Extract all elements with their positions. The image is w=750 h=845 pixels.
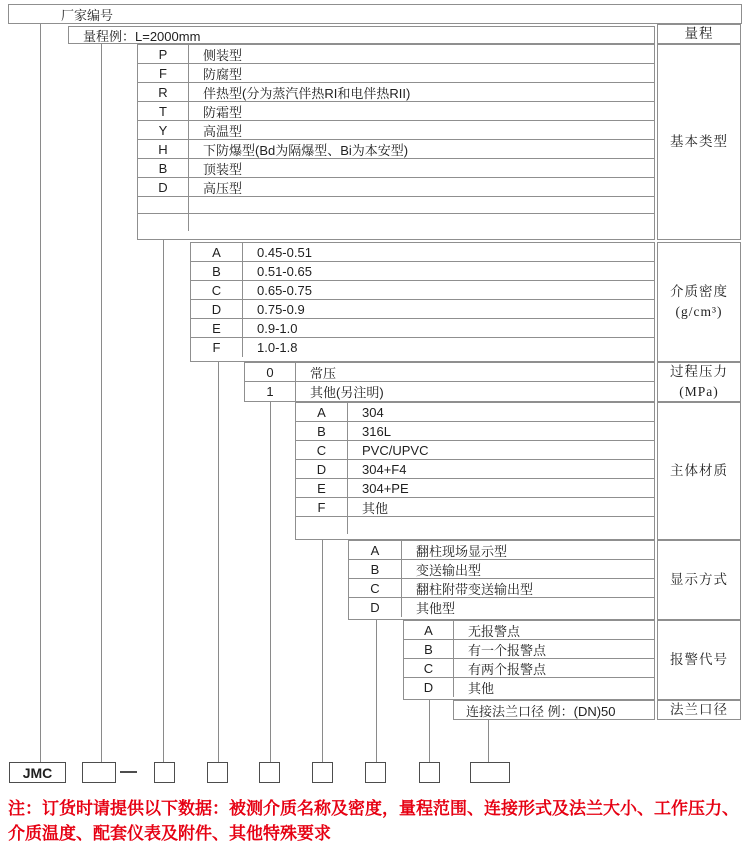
spec-code-cell: 0 [245,363,296,381]
spec-row [138,178,654,197]
spec-code-cell: R [138,83,189,101]
spec-row [191,281,654,300]
section-process-pressure [244,362,655,402]
spec-row [296,498,654,517]
section-alarm-code [403,620,655,700]
spec-row [296,460,654,479]
side-label-display-mode: 显示方式 [657,540,741,620]
side-label-body-material: 主体材质 [657,402,741,540]
spec-code-cell: C [296,441,348,459]
spec-row [138,140,654,159]
spec-code-cell: A [404,621,454,639]
spec-desc-cell: 0.65-0.75 [257,282,312,298]
spec-row [404,659,654,678]
spec-row [349,560,654,579]
spec-row [138,64,654,83]
side-label-range: 量程 [657,24,741,44]
spec-desc-cell: PVC/UPVC [362,442,429,458]
spec-code-cell: Y [138,121,189,139]
spec-code-cell: F [191,338,243,357]
spec-code-cell: B [349,560,402,578]
spec-desc-cell: 0.45-0.51 [257,244,312,260]
section-basic-type [137,44,655,240]
connector-line-alarm [429,700,430,762]
spec-code-cell: A [191,243,243,261]
spec-desc-cell [348,517,654,534]
side-label-process-pressure: 过程压力 (MPa) [657,362,741,402]
code-box-material [312,762,333,783]
spec-desc-cell: 伴热型(分为蒸汽伴热RI和电伴热RII) [203,85,411,101]
spec-desc-cell [189,214,654,231]
spec-code-cell: A [296,403,348,421]
spec-code-cell: D [296,460,348,478]
spec-row [296,441,654,460]
spec-code-cell: B [296,422,348,440]
spec-row [138,45,654,64]
spec-desc-cell: 其他型 [416,601,456,616]
connector-line-factory [40,24,41,762]
spec-code-cell: C [349,579,402,597]
spec-row [296,422,654,441]
spec-row-empty [138,214,654,231]
dash-separator [120,771,137,773]
flange-size-label: 连接法兰口径 例：(DN)50 [466,703,616,719]
side-label-alarm-code: 报警代号 [657,620,741,700]
spec-code-cell: E [296,479,348,497]
spec-code-cell: E [191,319,243,337]
spec-desc-cell: 变送输出型 [416,562,482,578]
spec-desc-cell: 有两个报警点 [468,661,547,677]
spec-row [404,621,654,640]
spec-row [296,403,654,422]
spec-code-cell: B [191,262,243,280]
spec-row [349,598,654,617]
spec-code-cell [296,517,348,534]
spec-code-cell: B [138,159,189,177]
connector-line-density [218,362,219,762]
code-box-basic-type [154,762,175,783]
spec-code-cell: P [138,45,189,63]
model-prefix-box: JMC [9,762,66,783]
code-box-flange [470,762,510,783]
connector-line-pressure [270,402,271,762]
spec-code-cell: T [138,102,189,120]
spec-row [191,319,654,338]
spec-desc-cell: 304 [362,404,384,420]
spec-code-cell: D [349,598,402,617]
range-example-row [68,26,655,44]
spec-desc-cell: 侧装型 [203,47,243,63]
spec-desc-cell: 1.0-1.8 [257,340,298,355]
spec-code-cell: H [138,140,189,158]
spec-code-cell: 1 [245,382,296,401]
spec-desc-cell: 其他 [362,500,389,516]
side-label-flange-size: 法兰口径 [657,700,741,720]
spec-row [191,243,654,262]
spec-code-cell: F [296,498,348,516]
connector-line-basic-type [163,240,164,762]
spec-row [138,83,654,102]
spec-desc-cell [189,197,654,213]
spec-row-empty [138,197,654,214]
spec-desc-cell: 其他(另注明) [310,385,384,400]
factory-number-label: 厂家编号 [61,7,114,23]
side-label-basic-type: 基本类型 [657,44,741,240]
spec-desc-cell: 翻柱现场显示型 [416,543,508,559]
spec-desc-cell: 顶装型 [203,161,243,177]
spec-desc-cell: 防霜型 [203,104,243,120]
spec-desc-cell: 防腐型 [203,66,243,82]
code-box-range [82,762,116,783]
spec-code-cell: C [404,659,454,677]
ordering-note: 注：订货时请提供以下数据：被测介质名称及密度，量程范围、连接形式及法兰大小、工作压力、介质温度、配套仪表及附件、其他特殊要求 [8,799,739,843]
spec-desc-cell: 无报警点 [468,623,521,639]
spec-row [349,541,654,560]
section-display-mode [348,540,655,620]
spec-row [138,121,654,140]
spec-desc-cell: 有一个报警点 [468,642,547,658]
spec-row [349,579,654,598]
spec-row [191,300,654,319]
spec-row [138,159,654,178]
range-example-label: 量程例：L=2000mm [83,28,201,44]
spec-desc-cell: 高压型 [203,180,243,196]
connector-line-material [322,540,323,762]
spec-code-cell [138,197,189,213]
code-box-alarm [419,762,440,783]
factory-number-row [8,4,742,24]
spec-code-cell: F [138,64,189,82]
spec-desc-cell: 316L [362,423,391,439]
spec-row [138,102,654,121]
spec-row [404,640,654,659]
spec-code-cell: D [404,678,454,697]
spec-desc-cell: 0.9-1.0 [257,320,298,336]
spec-desc-cell: 翻柱附带变送输出型 [416,581,534,597]
spec-row [245,382,654,401]
spec-desc-cell: 304+PE [362,480,409,496]
spec-desc-cell: 高温型 [203,123,243,139]
code-box-pressure [259,762,280,783]
spec-row [404,678,654,697]
spec-code-cell: D [191,300,243,318]
spec-desc-cell: 其他 [468,681,495,696]
spec-row [191,338,654,357]
section-body-material [295,402,655,540]
spec-row-empty [296,517,654,534]
spec-desc-cell: 0.51-0.65 [257,263,312,279]
spec-code-cell: D [138,178,189,196]
flange-size-row [453,700,655,720]
spec-desc-cell: 下防爆型(Bd为隔爆型、Bi为本安型) [203,142,409,158]
spec-row [245,363,654,382]
spec-row [296,479,654,498]
spec-desc-cell: 0.75-0.9 [257,301,305,317]
spec-desc-cell: 304+F4 [362,461,407,477]
spec-code-cell: A [349,541,402,559]
spec-desc-cell: 常压 [310,365,337,381]
spec-row [191,262,654,281]
spec-code-cell [138,214,189,231]
spec-code-cell: B [404,640,454,658]
connector-line-display [376,620,377,762]
code-box-display [365,762,386,783]
spec-code-cell: C [191,281,243,299]
side-label-medium-density: 介质密度 (g/cm³) [657,242,741,362]
connector-line-range [101,44,102,762]
code-box-density [207,762,228,783]
section-medium-density [190,242,655,362]
connector-line-flange [488,720,489,762]
